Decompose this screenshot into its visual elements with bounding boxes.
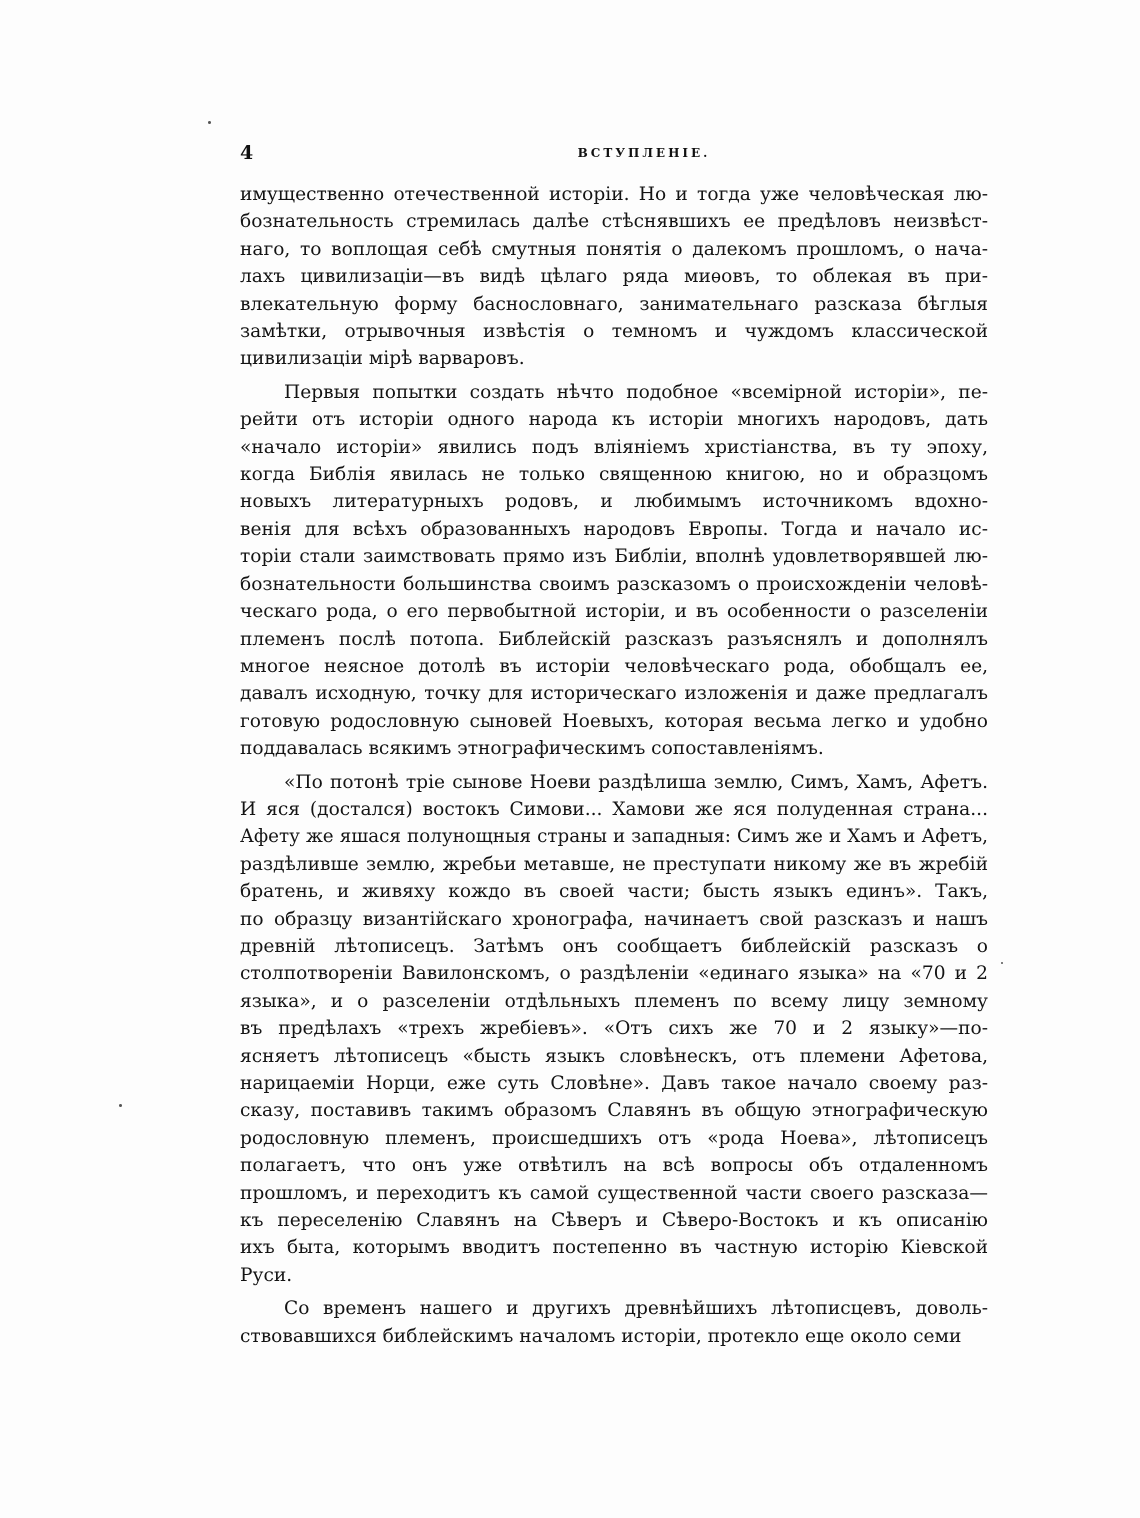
text-line: новыхъ литературныхъ родовъ, и любимымъ источникомъ вдохно- <box>240 491 988 513</box>
text-line: Афету же яшася полунощныя страны и западныя: Симъ же и Хамъ и Афетъ, <box>240 826 988 848</box>
text-line: Со временъ нашего и другихъ древнѣйшихъ лѣтописцевъ, доволь- <box>284 1298 988 1320</box>
text-line: цивилизаціи мірѣ варваровъ. <box>240 348 525 370</box>
text-line: многое неясное дотолѣ въ исторіи человѣческаго рода, обобщалъ ее, <box>240 655 988 677</box>
text-line: нарицаеміи Норци, еже суть Словѣне». Давъ такое начало своему раз- <box>240 1073 988 1094</box>
text-line: Руси. <box>240 1264 293 1286</box>
text-line: къ переселенію Славянъ на Сѣверъ и Сѣверо-Востокъ и къ описанію <box>240 1210 988 1232</box>
text-line: поддавалась всякимъ этнографическимъ сопоставленіямъ. <box>240 738 824 760</box>
text-line: рейти отъ исторіи одного народа къ исторіи многихъ народовъ, дать <box>240 409 988 431</box>
text-line: бознательности большинства своимъ разсказомъ о происхожденіи человѣ- <box>240 573 988 595</box>
text-line: въ предѣлахъ «трехъ жребіевъ». «Отъ сихъ же 70 и 2 языку»—по- <box>240 1018 988 1040</box>
text-line: ясняетъ лѣтописецъ «бысть языкъ словѣнескъ, отъ племени Афетова, <box>240 1045 988 1067</box>
paragraph <box>240 1295 988 1350</box>
text-line: раздѣливше землю, жребьи метавше, не преступати никому же въ жребій <box>240 853 988 875</box>
text-line: ствовавшихся библейскимъ началомъ исторіи, протекло еще около семи <box>240 1325 962 1347</box>
text-line: лахъ цивилизаціи—въ видѣ цѣлаго ряда миѳовъ, то облекая въ при- <box>240 266 988 288</box>
scan-speck <box>119 1104 122 1107</box>
scan-speck <box>208 121 211 124</box>
text-line: языка», и о разселеніи отдѣльныхъ племенъ по всему лицу земному <box>240 990 988 1012</box>
text-line: сказу, поставивъ такимъ образомъ Славянъ въ общую этнографическую <box>240 1100 988 1122</box>
text-line: братень, и живяху кождо въ своей части; бысть языкъ единъ». Такъ, <box>240 881 988 903</box>
text-line: ихъ быта, которымъ вводитъ постепенно въ частную исторію Кіевской <box>240 1237 988 1259</box>
body-text <box>240 181 988 1350</box>
text-line: наго, то воплощая себѣ смутныя понятія о далекомъ прошломъ, о нача- <box>240 238 988 260</box>
text-line: «начало исторіи» явились подъ вліяніемъ христіанства, въ ту эпоху, <box>240 436 988 458</box>
text-line: «По потонѣ тріе сынове Ноеви раздѣлиша землю, Симъ, Хамъ, Афетъ. <box>284 771 988 793</box>
text-line: венія для всѣхъ образованныхъ народовъ Европы. Тогда и начало ис- <box>240 518 988 540</box>
text-line: давалъ исходную, точку для историческаго изложенія и даже предлагалъ <box>240 683 988 705</box>
scan-speck <box>1001 962 1003 964</box>
text-line: племенъ послѣ потопа. Библейскій разсказъ разъяснялъ и дополнялъ <box>240 628 988 650</box>
paragraph <box>240 181 988 373</box>
text-line: торіи стали заимствовать прямо изъ Библіи, вполнѣ удовлетворявшей лю- <box>240 546 988 568</box>
text-line: когда Библія явилась не только священною книгою, но и образцомъ <box>240 464 988 486</box>
text-line: готовую родословную сыновей Ноевыхъ, которая весьма легко и удобно <box>240 710 988 732</box>
paragraph <box>240 769 988 1290</box>
text-line: ческаго рода, о его первобытной исторіи, и въ особенности о разселеніи <box>240 601 988 623</box>
text-line: полагаетъ, что онъ уже отвѣтилъ на всѣ вопросы объ отдаленномъ <box>240 1155 988 1177</box>
text-line: И яся (достался) востокъ Симови... Хамови же яся полуденная страна... <box>240 798 988 820</box>
text-line: древній лѣтописецъ. Затѣмъ онъ сообщаетъ библейскій разсказъ о <box>240 935 988 957</box>
text-line: бознательность стремилась далѣе стѣснявшихъ ее предѣловъ неизвѣст- <box>240 211 988 233</box>
text-line: прошломъ, и переходитъ къ самой существенной части своего разсказа— <box>240 1182 988 1204</box>
text-line: по образцу византійскаго хронографа, начинаетъ свой разсказъ и нашъ <box>240 908 988 930</box>
running-head: ВСТУПЛЕНІЕ. <box>577 146 711 160</box>
text-line: столпотвореніи Вавилонскомъ, о раздѣленіи «единаго языка» на «70 и 2 <box>240 963 988 985</box>
page-header <box>240 142 988 168</box>
paragraph <box>240 379 988 763</box>
page-number: 4 <box>240 142 254 164</box>
text-line: родословную племенъ, происшедшихъ отъ «рода Ноева», лѣтописецъ <box>240 1127 988 1149</box>
text-line: замѣтки, отрывочныя извѣстія о темномъ и чуждомъ классической <box>240 321 988 343</box>
text-line: имущественно отечественной исторіи. Но и тогда уже человѣческая лю- <box>240 184 988 205</box>
text-line: Первыя попытки создать нѣчто подобное «всемірной исторіи», пе- <box>284 381 988 403</box>
text-line: влекательную форму баснословнаго, занимательнаго разсказа бѣглыя <box>240 293 988 315</box>
